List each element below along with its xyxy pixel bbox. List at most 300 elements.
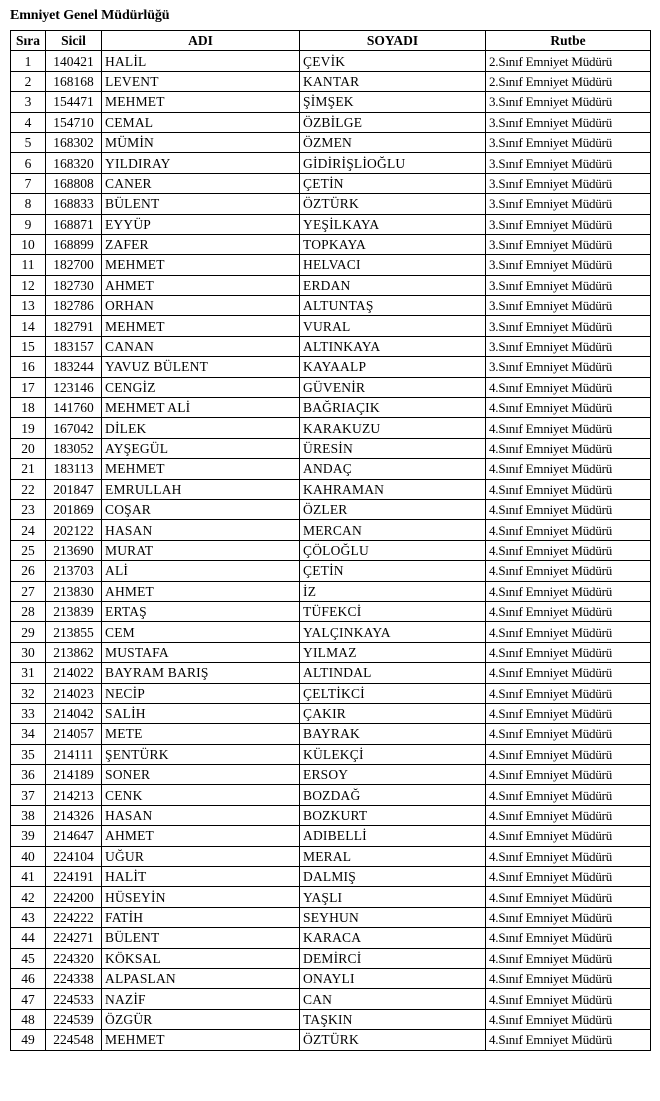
adi-cell: YAVUZ BÜLENT xyxy=(102,357,300,377)
sira-cell: 23 xyxy=(11,499,46,519)
sicil-cell: 182786 xyxy=(46,296,102,316)
rutbe-cell: 3.Sınıf Emniyet Müdürü xyxy=(486,275,651,295)
adi-cell: ORHAN xyxy=(102,296,300,316)
table-row xyxy=(11,438,651,458)
table-row xyxy=(11,92,651,112)
sicil-cell: 183244 xyxy=(46,357,102,377)
header-rutbe: Rutbe xyxy=(486,31,651,51)
table-row xyxy=(11,907,651,927)
sicil-cell: 202122 xyxy=(46,520,102,540)
soyadi-cell: YILMAZ xyxy=(300,642,486,662)
table-row xyxy=(11,948,651,968)
adi-cell: ÖZGÜR xyxy=(102,1009,300,1029)
sicil-cell: 214647 xyxy=(46,826,102,846)
soyadi-cell: ERDAN xyxy=(300,275,486,295)
sicil-cell: 214326 xyxy=(46,805,102,825)
sira-cell: 11 xyxy=(11,255,46,275)
table-row xyxy=(11,1009,651,1029)
adi-cell: MEHMET xyxy=(102,459,300,479)
adi-cell: CANAN xyxy=(102,336,300,356)
adi-cell: CANER xyxy=(102,173,300,193)
sira-cell: 32 xyxy=(11,683,46,703)
table-row xyxy=(11,316,651,336)
sicil-cell: 168871 xyxy=(46,214,102,234)
soyadi-cell: ALTINKAYA xyxy=(300,336,486,356)
sicil-cell: 201869 xyxy=(46,499,102,519)
adi-cell: AHMET xyxy=(102,581,300,601)
table-row xyxy=(11,683,651,703)
sicil-cell: 224533 xyxy=(46,989,102,1009)
rutbe-cell: 4.Sınıf Emniyet Müdürü xyxy=(486,377,651,397)
table-row xyxy=(11,418,651,438)
adi-cell: DİLEK xyxy=(102,418,300,438)
sicil-cell: 168833 xyxy=(46,194,102,214)
rutbe-cell: 3.Sınıf Emniyet Müdürü xyxy=(486,255,651,275)
soyadi-cell: ÇAKIR xyxy=(300,703,486,723)
adi-cell: COŞAR xyxy=(102,499,300,519)
table-row xyxy=(11,805,651,825)
table-row xyxy=(11,132,651,152)
table-row xyxy=(11,275,651,295)
rutbe-cell: 3.Sınıf Emniyet Müdürü xyxy=(486,214,651,234)
table-row xyxy=(11,663,651,683)
adi-cell: UĞUR xyxy=(102,846,300,866)
sicil-cell: 168808 xyxy=(46,173,102,193)
table-row xyxy=(11,71,651,91)
sira-cell: 33 xyxy=(11,703,46,723)
sira-cell: 44 xyxy=(11,928,46,948)
table-body xyxy=(11,51,651,1050)
soyadi-cell: SEYHUN xyxy=(300,907,486,927)
document-title: Emniyet Genel Müdürlüğü xyxy=(10,8,170,23)
sicil-cell: 224271 xyxy=(46,928,102,948)
sira-cell: 41 xyxy=(11,867,46,887)
table-row xyxy=(11,357,651,377)
adi-cell: FATİH xyxy=(102,907,300,927)
adi-cell: ŞENTÜRK xyxy=(102,744,300,764)
adi-cell: EYYÜP xyxy=(102,214,300,234)
adi-cell: CEM xyxy=(102,622,300,642)
rutbe-cell: 4.Sınıf Emniyet Müdürü xyxy=(486,968,651,988)
sira-cell: 24 xyxy=(11,520,46,540)
sicil-cell: 168302 xyxy=(46,132,102,152)
sicil-cell: 213839 xyxy=(46,601,102,621)
soyadi-cell: ÖZLER xyxy=(300,499,486,519)
sicil-cell: 167042 xyxy=(46,418,102,438)
soyadi-cell: ÖZBİLGE xyxy=(300,112,486,132)
rutbe-cell: 4.Sınıf Emniyet Müdürü xyxy=(486,499,651,519)
sicil-cell: 123146 xyxy=(46,377,102,397)
table-row xyxy=(11,398,651,418)
rutbe-cell: 4.Sınıf Emniyet Müdürü xyxy=(486,846,651,866)
soyadi-cell: MERCAN xyxy=(300,520,486,540)
table-row xyxy=(11,234,651,254)
soyadi-cell: CAN xyxy=(300,989,486,1009)
adi-cell: NECİP xyxy=(102,683,300,703)
table-row xyxy=(11,765,651,785)
table-row xyxy=(11,51,651,71)
sicil-cell: 213862 xyxy=(46,642,102,662)
sicil-cell: 183052 xyxy=(46,438,102,458)
rutbe-cell: 4.Sınıf Emniyet Müdürü xyxy=(486,561,651,581)
sira-cell: 19 xyxy=(11,418,46,438)
sira-cell: 48 xyxy=(11,1009,46,1029)
sira-cell: 3 xyxy=(11,92,46,112)
soyadi-cell: ÖZTÜRK xyxy=(300,1030,486,1050)
sicil-cell: 154710 xyxy=(46,112,102,132)
adi-cell: MEHMET xyxy=(102,92,300,112)
soyadi-cell: VURAL xyxy=(300,316,486,336)
sicil-cell: 214111 xyxy=(46,744,102,764)
rutbe-cell: 3.Sınıf Emniyet Müdürü xyxy=(486,357,651,377)
personnel-table xyxy=(10,30,651,1051)
table-row xyxy=(11,214,651,234)
sira-cell: 16 xyxy=(11,357,46,377)
table-row xyxy=(11,153,651,173)
soyadi-cell: ÇETİN xyxy=(300,173,486,193)
soyadi-cell: KARACA xyxy=(300,928,486,948)
sicil-cell: 224320 xyxy=(46,948,102,968)
soyadi-cell: ÇELTİKCİ xyxy=(300,683,486,703)
table-row xyxy=(11,499,651,519)
table-row xyxy=(11,540,651,560)
sira-cell: 8 xyxy=(11,194,46,214)
sira-cell: 37 xyxy=(11,785,46,805)
sira-cell: 45 xyxy=(11,948,46,968)
sira-cell: 12 xyxy=(11,275,46,295)
sira-cell: 46 xyxy=(11,968,46,988)
adi-cell: HASAN xyxy=(102,805,300,825)
sicil-cell: 182730 xyxy=(46,275,102,295)
rutbe-cell: 3.Sınıf Emniyet Müdürü xyxy=(486,173,651,193)
table-row xyxy=(11,968,651,988)
adi-cell: BÜLENT xyxy=(102,194,300,214)
sira-cell: 40 xyxy=(11,846,46,866)
adi-cell: NAZİF xyxy=(102,989,300,1009)
table-row xyxy=(11,194,651,214)
sira-cell: 22 xyxy=(11,479,46,499)
soyadi-cell: KANTAR xyxy=(300,71,486,91)
table-row xyxy=(11,479,651,499)
table-row xyxy=(11,112,651,132)
adi-cell: BÜLENT xyxy=(102,928,300,948)
soyadi-cell: DALMIŞ xyxy=(300,867,486,887)
sira-cell: 5 xyxy=(11,132,46,152)
sira-cell: 36 xyxy=(11,765,46,785)
rutbe-cell: 4.Sınıf Emniyet Müdürü xyxy=(486,1030,651,1050)
table-row xyxy=(11,255,651,275)
header-sira: Sıra xyxy=(11,31,46,51)
rutbe-cell: 4.Sınıf Emniyet Müdürü xyxy=(486,948,651,968)
sicil-cell: 213830 xyxy=(46,581,102,601)
sicil-cell: 213703 xyxy=(46,561,102,581)
sira-cell: 13 xyxy=(11,296,46,316)
rutbe-cell: 4.Sınıf Emniyet Müdürü xyxy=(486,581,651,601)
table-row xyxy=(11,642,651,662)
table-row xyxy=(11,785,651,805)
table-row xyxy=(11,581,651,601)
soyadi-cell: ÇÖLOĞLU xyxy=(300,540,486,560)
soyadi-cell: ALTINDAL xyxy=(300,663,486,683)
soyadi-cell: ÜRESİN xyxy=(300,438,486,458)
rutbe-cell: 4.Sınıf Emniyet Müdürü xyxy=(486,867,651,887)
header-sicil: Sicil xyxy=(46,31,102,51)
soyadi-cell: ÖZMEN xyxy=(300,132,486,152)
sira-cell: 2 xyxy=(11,71,46,91)
sira-cell: 21 xyxy=(11,459,46,479)
adi-cell: AYŞEGÜL xyxy=(102,438,300,458)
table-row xyxy=(11,173,651,193)
rutbe-cell: 2.Sınıf Emniyet Müdürü xyxy=(486,51,651,71)
sicil-cell: 213690 xyxy=(46,540,102,560)
rutbe-cell: 2.Sınıf Emniyet Müdürü xyxy=(486,71,651,91)
sira-cell: 4 xyxy=(11,112,46,132)
adi-cell: BAYRAM BARIŞ xyxy=(102,663,300,683)
rutbe-cell: 4.Sınıf Emniyet Müdürü xyxy=(486,765,651,785)
rutbe-cell: 4.Sınıf Emniyet Müdürü xyxy=(486,479,651,499)
sicil-cell: 214057 xyxy=(46,724,102,744)
sira-cell: 10 xyxy=(11,234,46,254)
adi-cell: MUSTAFA xyxy=(102,642,300,662)
rutbe-cell: 4.Sınıf Emniyet Müdürü xyxy=(486,520,651,540)
rutbe-cell: 3.Sınıf Emniyet Müdürü xyxy=(486,92,651,112)
rutbe-cell: 4.Sınıf Emniyet Müdürü xyxy=(486,928,651,948)
table-row xyxy=(11,846,651,866)
table-row xyxy=(11,867,651,887)
rutbe-cell: 4.Sınıf Emniyet Müdürü xyxy=(486,398,651,418)
rutbe-cell: 4.Sınıf Emniyet Müdürü xyxy=(486,785,651,805)
sicil-cell: 224548 xyxy=(46,1030,102,1050)
soyadi-cell: MERAL xyxy=(300,846,486,866)
adi-cell: EMRULLAH xyxy=(102,479,300,499)
soyadi-cell: KÜLEKÇİ xyxy=(300,744,486,764)
sira-cell: 49 xyxy=(11,1030,46,1050)
table-row xyxy=(11,826,651,846)
table-row xyxy=(11,989,651,1009)
rutbe-cell: 3.Sınıf Emniyet Müdürü xyxy=(486,296,651,316)
adi-cell: CEMAL xyxy=(102,112,300,132)
adi-cell: ALİ xyxy=(102,561,300,581)
soyadi-cell: DEMİRCİ xyxy=(300,948,486,968)
sicil-cell: 141760 xyxy=(46,398,102,418)
sira-cell: 39 xyxy=(11,826,46,846)
soyadi-cell: BAYRAK xyxy=(300,724,486,744)
rutbe-cell: 4.Sınıf Emniyet Müdürü xyxy=(486,622,651,642)
adi-cell: SONER xyxy=(102,765,300,785)
sicil-cell: 154471 xyxy=(46,92,102,112)
table-row xyxy=(11,459,651,479)
sira-cell: 15 xyxy=(11,336,46,356)
sicil-cell: 214213 xyxy=(46,785,102,805)
sira-cell: 6 xyxy=(11,153,46,173)
soyadi-cell: ANDAÇ xyxy=(300,459,486,479)
sira-cell: 17 xyxy=(11,377,46,397)
adi-cell: MÜMİN xyxy=(102,132,300,152)
soyadi-cell: BOZKURT xyxy=(300,805,486,825)
rutbe-cell: 4.Sınıf Emniyet Müdürü xyxy=(486,989,651,1009)
rutbe-cell: 3.Sınıf Emniyet Müdürü xyxy=(486,194,651,214)
sira-cell: 7 xyxy=(11,173,46,193)
header-soyadi: SOYADI xyxy=(300,31,486,51)
header-adi: ADI xyxy=(102,31,300,51)
soyadi-cell: İZ xyxy=(300,581,486,601)
rutbe-cell: 3.Sınıf Emniyet Müdürü xyxy=(486,316,651,336)
sicil-cell: 182700 xyxy=(46,255,102,275)
table-row xyxy=(11,887,651,907)
adi-cell: MEHMET xyxy=(102,255,300,275)
rutbe-cell: 3.Sınıf Emniyet Müdürü xyxy=(486,112,651,132)
soyadi-cell: BAĞRIAÇIK xyxy=(300,398,486,418)
sira-cell: 26 xyxy=(11,561,46,581)
sira-cell: 35 xyxy=(11,744,46,764)
table-row xyxy=(11,744,651,764)
adi-cell: ZAFER xyxy=(102,234,300,254)
sicil-cell: 201847 xyxy=(46,479,102,499)
rutbe-cell: 4.Sınıf Emniyet Müdürü xyxy=(486,703,651,723)
soyadi-cell: ADIBELLİ xyxy=(300,826,486,846)
table-row xyxy=(11,928,651,948)
sicil-cell: 183113 xyxy=(46,459,102,479)
soyadi-cell: YAŞLI xyxy=(300,887,486,907)
sicil-cell: 214023 xyxy=(46,683,102,703)
rutbe-cell: 4.Sınıf Emniyet Müdürü xyxy=(486,907,651,927)
soyadi-cell: KARAKUZU xyxy=(300,418,486,438)
adi-cell: KÖKSAL xyxy=(102,948,300,968)
rutbe-cell: 4.Sınıf Emniyet Müdürü xyxy=(486,724,651,744)
sicil-cell: 224539 xyxy=(46,1009,102,1029)
soyadi-cell: ÇEVİK xyxy=(300,51,486,71)
rutbe-cell: 4.Sınıf Emniyet Müdürü xyxy=(486,663,651,683)
rutbe-cell: 4.Sınıf Emniyet Müdürü xyxy=(486,438,651,458)
table-row xyxy=(11,520,651,540)
sicil-cell: 214042 xyxy=(46,703,102,723)
sicil-cell: 224200 xyxy=(46,887,102,907)
sira-cell: 27 xyxy=(11,581,46,601)
header-row xyxy=(11,31,651,51)
sicil-cell: 214022 xyxy=(46,663,102,683)
sira-cell: 9 xyxy=(11,214,46,234)
rutbe-cell: 4.Sınıf Emniyet Müdürü xyxy=(486,601,651,621)
table-row xyxy=(11,296,651,316)
rutbe-cell: 4.Sınıf Emniyet Müdürü xyxy=(486,744,651,764)
soyadi-cell: TOPKAYA xyxy=(300,234,486,254)
adi-cell: ERTAŞ xyxy=(102,601,300,621)
soyadi-cell: TÜFEKCİ xyxy=(300,601,486,621)
rutbe-cell: 4.Sınıf Emniyet Müdürü xyxy=(486,418,651,438)
adi-cell: HÜSEYİN xyxy=(102,887,300,907)
sira-cell: 38 xyxy=(11,805,46,825)
adi-cell: MEHMET xyxy=(102,1030,300,1050)
adi-cell: MURAT xyxy=(102,540,300,560)
sira-cell: 14 xyxy=(11,316,46,336)
soyadi-cell: BOZDAĞ xyxy=(300,785,486,805)
adi-cell: SALİH xyxy=(102,703,300,723)
sira-cell: 18 xyxy=(11,398,46,418)
adi-cell: MEHMET ALİ xyxy=(102,398,300,418)
soyadi-cell: YALÇINKAYA xyxy=(300,622,486,642)
table-row xyxy=(11,601,651,621)
soyadi-cell: GİDİRİŞLİOĞLU xyxy=(300,153,486,173)
sicil-cell: 168320 xyxy=(46,153,102,173)
soyadi-cell: ÖZTÜRK xyxy=(300,194,486,214)
rutbe-cell: 3.Sınıf Emniyet Müdürü xyxy=(486,132,651,152)
adi-cell: YILDIRAY xyxy=(102,153,300,173)
sira-cell: 43 xyxy=(11,907,46,927)
sira-cell: 28 xyxy=(11,601,46,621)
sira-cell: 31 xyxy=(11,663,46,683)
sicil-cell: 214189 xyxy=(46,765,102,785)
rutbe-cell: 4.Sınıf Emniyet Müdürü xyxy=(486,1009,651,1029)
rutbe-cell: 4.Sınıf Emniyet Müdürü xyxy=(486,642,651,662)
sira-cell: 1 xyxy=(11,51,46,71)
sicil-cell: 168168 xyxy=(46,71,102,91)
soyadi-cell: YEŞİLKAYA xyxy=(300,214,486,234)
sira-cell: 20 xyxy=(11,438,46,458)
rutbe-cell: 3.Sınıf Emniyet Müdürü xyxy=(486,336,651,356)
soyadi-cell: ÇETİN xyxy=(300,561,486,581)
sira-cell: 29 xyxy=(11,622,46,642)
adi-cell: HALİT xyxy=(102,867,300,887)
adi-cell: AHMET xyxy=(102,275,300,295)
adi-cell: CENGİZ xyxy=(102,377,300,397)
soyadi-cell: ŞİMŞEK xyxy=(300,92,486,112)
table-row xyxy=(11,561,651,581)
soyadi-cell: ERSOY xyxy=(300,765,486,785)
rutbe-cell: 4.Sınıf Emniyet Müdürü xyxy=(486,826,651,846)
table-row xyxy=(11,622,651,642)
rutbe-cell: 4.Sınıf Emniyet Müdürü xyxy=(486,683,651,703)
rutbe-cell: 4.Sınıf Emniyet Müdürü xyxy=(486,459,651,479)
sicil-cell: 182791 xyxy=(46,316,102,336)
table-row xyxy=(11,377,651,397)
sicil-cell: 168899 xyxy=(46,234,102,254)
adi-cell: HALİL xyxy=(102,51,300,71)
sira-cell: 25 xyxy=(11,540,46,560)
soyadi-cell: KAHRAMAN xyxy=(300,479,486,499)
rutbe-cell: 4.Sınıf Emniyet Müdürü xyxy=(486,805,651,825)
soyadi-cell: KAYAALP xyxy=(300,357,486,377)
adi-cell: LEVENT xyxy=(102,71,300,91)
sira-cell: 47 xyxy=(11,989,46,1009)
soyadi-cell: ALTUNTAŞ xyxy=(300,296,486,316)
adi-cell: MEHMET xyxy=(102,316,300,336)
sicil-cell: 224191 xyxy=(46,867,102,887)
sicil-cell: 183157 xyxy=(46,336,102,356)
soyadi-cell: ONAYLI xyxy=(300,968,486,988)
table-row xyxy=(11,724,651,744)
rutbe-cell: 4.Sınıf Emniyet Müdürü xyxy=(486,540,651,560)
adi-cell: CENK xyxy=(102,785,300,805)
soyadi-cell: GÜVENİR xyxy=(300,377,486,397)
table-row xyxy=(11,703,651,723)
table-row xyxy=(11,1030,651,1050)
sira-cell: 34 xyxy=(11,724,46,744)
rutbe-cell: 3.Sınıf Emniyet Müdürü xyxy=(486,153,651,173)
rutbe-cell: 3.Sınıf Emniyet Müdürü xyxy=(486,234,651,254)
sicil-cell: 224104 xyxy=(46,846,102,866)
sira-cell: 30 xyxy=(11,642,46,662)
sicil-cell: 213855 xyxy=(46,622,102,642)
soyadi-cell: TAŞKIN xyxy=(300,1009,486,1029)
adi-cell: AHMET xyxy=(102,826,300,846)
sira-cell: 42 xyxy=(11,887,46,907)
soyadi-cell: HELVACI xyxy=(300,255,486,275)
sicil-cell: 224338 xyxy=(46,968,102,988)
table-header xyxy=(11,31,651,51)
adi-cell: ALPASLAN xyxy=(102,968,300,988)
rutbe-cell: 4.Sınıf Emniyet Müdürü xyxy=(486,887,651,907)
sicil-cell: 224222 xyxy=(46,907,102,927)
